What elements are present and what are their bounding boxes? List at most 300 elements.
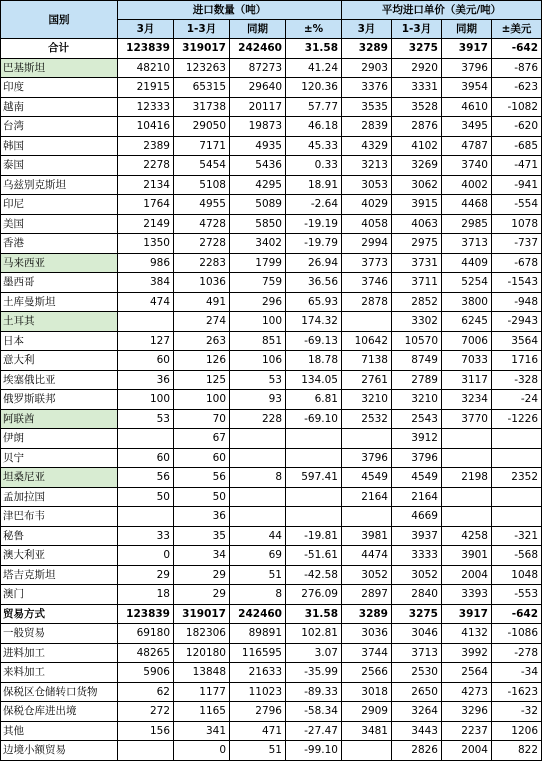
row-value: 3915 xyxy=(392,195,442,215)
row-value: 7138 xyxy=(342,351,392,371)
row-value: 822 xyxy=(492,741,542,761)
row-value: 2796 xyxy=(230,702,286,722)
row-value: 3302 xyxy=(392,312,442,332)
row-value: 2164 xyxy=(392,487,442,507)
table-row xyxy=(1,351,542,371)
row-label: 越南 xyxy=(1,97,118,117)
row-value: 120.36 xyxy=(286,78,342,98)
row-value: 7006 xyxy=(442,331,492,351)
row-value: 31.58 xyxy=(286,604,342,624)
row-value: 1716 xyxy=(492,351,542,371)
row-value: -32 xyxy=(492,702,542,722)
row-value: 319017 xyxy=(174,39,230,59)
row-value: 2543 xyxy=(392,409,442,429)
row-value xyxy=(492,429,542,449)
header-price-ytd: 1-3月 xyxy=(392,20,442,39)
row-value: 4029 xyxy=(342,195,392,215)
row-value: 13848 xyxy=(174,663,230,683)
row-value: 51 xyxy=(230,741,286,761)
row-value: 1350 xyxy=(118,234,174,254)
row-value: -623 xyxy=(492,78,542,98)
row-value: 50 xyxy=(118,487,174,507)
row-value: 4955 xyxy=(174,195,230,215)
row-value: 4728 xyxy=(174,214,230,234)
row-value: -620 xyxy=(492,117,542,137)
table-row xyxy=(1,331,542,351)
row-value: 4058 xyxy=(342,214,392,234)
row-label: 墨西哥 xyxy=(1,273,118,293)
row-label: 俄罗斯联邦 xyxy=(1,390,118,410)
row-value: -35.99 xyxy=(286,663,342,683)
row-value: 3062 xyxy=(392,175,442,195)
table-row xyxy=(1,565,542,585)
row-label: 美国 xyxy=(1,214,118,234)
row-value: 296 xyxy=(230,292,286,312)
row-value: 100 xyxy=(118,390,174,410)
row-label: 马来西亚 xyxy=(1,253,118,273)
row-value: 4549 xyxy=(392,468,442,488)
row-value xyxy=(286,429,342,449)
table-row xyxy=(1,663,542,683)
table-row xyxy=(1,546,542,566)
row-value xyxy=(442,507,492,527)
row-value: 263 xyxy=(174,331,230,351)
row-value: 3275 xyxy=(392,39,442,59)
row-value: 3289 xyxy=(342,604,392,624)
row-value: 2878 xyxy=(342,292,392,312)
row-value xyxy=(492,448,542,468)
row-value: 2994 xyxy=(342,234,392,254)
row-value: 986 xyxy=(118,253,174,273)
row-label: 边境小额贸易 xyxy=(1,741,118,761)
row-value: 2532 xyxy=(342,409,392,429)
row-value: 5436 xyxy=(230,156,286,176)
row-value: 272 xyxy=(118,702,174,722)
row-value: 56 xyxy=(174,468,230,488)
row-value: 4329 xyxy=(342,136,392,156)
row-value: 3713 xyxy=(392,643,442,663)
row-label: 坦桑尼亚 xyxy=(1,468,118,488)
row-value xyxy=(230,507,286,527)
row-value: 2237 xyxy=(442,721,492,741)
row-value: 1799 xyxy=(230,253,286,273)
row-label: 阿联酋 xyxy=(1,409,118,429)
row-value: 3269 xyxy=(392,156,442,176)
header-qty-month: 3月 xyxy=(118,20,174,39)
row-value: 3796 xyxy=(442,58,492,78)
row-value: 65.93 xyxy=(286,292,342,312)
row-label: 一般贸易 xyxy=(1,624,118,644)
row-value: 35 xyxy=(174,526,230,546)
row-value: 10570 xyxy=(392,331,442,351)
row-value: 3376 xyxy=(342,78,392,98)
row-value: 341 xyxy=(174,721,230,741)
row-value: 4474 xyxy=(342,546,392,566)
row-value: 276.09 xyxy=(286,585,342,605)
row-value: 29050 xyxy=(174,117,230,137)
row-value: 123839 xyxy=(118,604,174,624)
row-value xyxy=(342,429,392,449)
row-value: 3800 xyxy=(442,292,492,312)
row-value: 2389 xyxy=(118,136,174,156)
header-price-change: ±美元 xyxy=(492,20,542,39)
row-value: 3331 xyxy=(392,78,442,98)
row-value: 242460 xyxy=(230,39,286,59)
row-value: 3796 xyxy=(342,448,392,468)
row-value: 18 xyxy=(118,585,174,605)
row-value: -568 xyxy=(492,546,542,566)
row-value: 491 xyxy=(174,292,230,312)
row-value: 60 xyxy=(118,351,174,371)
row-value: 3289 xyxy=(342,39,392,59)
row-value: 2198 xyxy=(442,468,492,488)
row-value: 31738 xyxy=(174,97,230,117)
row-value: 36 xyxy=(174,507,230,527)
row-value xyxy=(118,741,174,761)
row-value: 2909 xyxy=(342,702,392,722)
row-value: 8 xyxy=(230,468,286,488)
row-value: 7171 xyxy=(174,136,230,156)
row-value: -19.81 xyxy=(286,526,342,546)
row-label: 合计 xyxy=(1,39,118,59)
row-label: 津巴布韦 xyxy=(1,507,118,527)
row-value: 3481 xyxy=(342,721,392,741)
row-value: 182306 xyxy=(174,624,230,644)
row-value: 3333 xyxy=(392,546,442,566)
row-label: 澳门 xyxy=(1,585,118,605)
table-row xyxy=(1,741,542,761)
row-value: 2852 xyxy=(392,292,442,312)
row-label: 韩国 xyxy=(1,136,118,156)
row-value: 3901 xyxy=(442,546,492,566)
table-row xyxy=(1,585,542,605)
row-label: 泰国 xyxy=(1,156,118,176)
row-value xyxy=(342,507,392,527)
row-value: 2728 xyxy=(174,234,230,254)
row-value: 62 xyxy=(118,682,174,702)
row-value: 3937 xyxy=(392,526,442,546)
table-row xyxy=(1,312,542,332)
row-value: 3981 xyxy=(342,526,392,546)
row-value: -99.10 xyxy=(286,741,342,761)
row-value: 123263 xyxy=(174,58,230,78)
row-value: 56 xyxy=(118,468,174,488)
row-value: 4549 xyxy=(342,468,392,488)
row-value: -1543 xyxy=(492,273,542,293)
row-value: 2650 xyxy=(392,682,442,702)
row-label: 印度 xyxy=(1,78,118,98)
row-value: 2985 xyxy=(442,214,492,234)
row-value xyxy=(286,507,342,527)
row-value: 29640 xyxy=(230,78,286,98)
row-value xyxy=(442,487,492,507)
row-value: 4468 xyxy=(442,195,492,215)
row-value xyxy=(230,487,286,507)
row-label: 伊朗 xyxy=(1,429,118,449)
row-value xyxy=(492,507,542,527)
row-value: 29 xyxy=(174,565,230,585)
row-value: 4409 xyxy=(442,253,492,273)
row-value: 0.33 xyxy=(286,156,342,176)
row-value: 48265 xyxy=(118,643,174,663)
row-value: 3954 xyxy=(442,78,492,98)
row-value: 2897 xyxy=(342,585,392,605)
row-value: 2839 xyxy=(342,117,392,137)
row-value: 3275 xyxy=(392,604,442,624)
row-value: 93 xyxy=(230,390,286,410)
row-value: 4063 xyxy=(392,214,442,234)
row-value: 2004 xyxy=(442,565,492,585)
row-value: 3744 xyxy=(342,643,392,663)
row-value: 2134 xyxy=(118,175,174,195)
row-value: 3018 xyxy=(342,682,392,702)
row-value: 851 xyxy=(230,331,286,351)
row-value: 106 xyxy=(230,351,286,371)
row-value: -278 xyxy=(492,643,542,663)
row-value: 156 xyxy=(118,721,174,741)
row-value: 116595 xyxy=(230,643,286,663)
row-value: 3296 xyxy=(442,702,492,722)
row-value: 53 xyxy=(230,370,286,390)
row-value: -642 xyxy=(492,39,542,59)
row-value: 3052 xyxy=(392,565,442,585)
row-value: -89.33 xyxy=(286,682,342,702)
table-row xyxy=(1,487,542,507)
row-value: 3711 xyxy=(392,273,442,293)
row-value: -1082 xyxy=(492,97,542,117)
row-label: 保税区仓储转口货物 xyxy=(1,682,118,702)
row-value: 67 xyxy=(174,429,230,449)
row-value: 2352 xyxy=(492,468,542,488)
row-value: -19.19 xyxy=(286,214,342,234)
row-value: 3117 xyxy=(442,370,492,390)
row-value: 1177 xyxy=(174,682,230,702)
row-value xyxy=(118,507,174,527)
row-value xyxy=(442,448,492,468)
row-value: 3053 xyxy=(342,175,392,195)
row-value: 2283 xyxy=(174,253,230,273)
table-row xyxy=(1,702,542,722)
row-value: 3740 xyxy=(442,156,492,176)
table-row xyxy=(1,97,542,117)
row-value: -42.58 xyxy=(286,565,342,585)
row-label: 巴基斯坦 xyxy=(1,58,118,78)
row-value: 41.24 xyxy=(286,58,342,78)
row-value: 87273 xyxy=(230,58,286,78)
row-value: 2149 xyxy=(118,214,174,234)
row-value: 46.18 xyxy=(286,117,342,137)
row-value: 3917 xyxy=(442,39,492,59)
row-value: 274 xyxy=(174,312,230,332)
row-value: -685 xyxy=(492,136,542,156)
row-value xyxy=(492,487,542,507)
row-value: 384 xyxy=(118,273,174,293)
row-label: 塔吉克斯坦 xyxy=(1,565,118,585)
row-label: 埃塞俄比亚 xyxy=(1,370,118,390)
row-value: 60 xyxy=(174,448,230,468)
table-row xyxy=(1,292,542,312)
row-value: 3052 xyxy=(342,565,392,585)
row-value: 120180 xyxy=(174,643,230,663)
row-value: 33 xyxy=(118,526,174,546)
row-value: 4273 xyxy=(442,682,492,702)
row-value: -1226 xyxy=(492,409,542,429)
row-value: 3393 xyxy=(442,585,492,605)
row-value: -554 xyxy=(492,195,542,215)
table-row xyxy=(1,234,542,254)
row-value: 4002 xyxy=(442,175,492,195)
row-label: 秘鲁 xyxy=(1,526,118,546)
row-value: 5108 xyxy=(174,175,230,195)
row-value: 2975 xyxy=(392,234,442,254)
row-value: 6245 xyxy=(442,312,492,332)
row-value: 2920 xyxy=(392,58,442,78)
row-value: 18.78 xyxy=(286,351,342,371)
row-value xyxy=(118,312,174,332)
row-value: 2564 xyxy=(442,663,492,683)
row-value: 51 xyxy=(230,565,286,585)
row-value: 123839 xyxy=(118,39,174,59)
row-label: 印尼 xyxy=(1,195,118,215)
row-value xyxy=(342,312,392,332)
row-value: 7033 xyxy=(442,351,492,371)
row-value: 19873 xyxy=(230,117,286,137)
row-value: 3912 xyxy=(392,429,442,449)
row-value: 1048 xyxy=(492,565,542,585)
table-row xyxy=(1,682,542,702)
table-row xyxy=(1,507,542,527)
row-value: 126 xyxy=(174,351,230,371)
table-row xyxy=(1,721,542,741)
row-value: 3992 xyxy=(442,643,492,663)
row-value: 4669 xyxy=(392,507,442,527)
row-value: 4132 xyxy=(442,624,492,644)
table-row xyxy=(1,58,542,78)
row-label: 台湾 xyxy=(1,117,118,137)
row-value: 31.58 xyxy=(286,39,342,59)
row-value: 0 xyxy=(174,741,230,761)
row-value: 45.33 xyxy=(286,136,342,156)
table-row xyxy=(1,214,542,234)
header-row-groups xyxy=(1,1,542,20)
row-value: 3773 xyxy=(342,253,392,273)
row-label: 来料加工 xyxy=(1,663,118,683)
row-label: 澳大利亚 xyxy=(1,546,118,566)
row-value: 319017 xyxy=(174,604,230,624)
row-label: 贝宁 xyxy=(1,448,118,468)
row-value: 4610 xyxy=(442,97,492,117)
row-value: 3210 xyxy=(392,390,442,410)
header-price-group: 平均进口单价（美元/吨） xyxy=(342,1,542,20)
row-value: -1086 xyxy=(492,624,542,644)
table-row xyxy=(1,429,542,449)
table-row xyxy=(1,390,542,410)
row-value: 0 xyxy=(118,546,174,566)
table-row xyxy=(1,604,542,624)
row-value: 5089 xyxy=(230,195,286,215)
row-value: 8 xyxy=(230,585,286,605)
row-value: -69.13 xyxy=(286,331,342,351)
row-value: 134.05 xyxy=(286,370,342,390)
row-value: 3046 xyxy=(392,624,442,644)
row-value: -51.61 xyxy=(286,546,342,566)
row-value: 4295 xyxy=(230,175,286,195)
row-value xyxy=(286,487,342,507)
row-value: 5454 xyxy=(174,156,230,176)
row-value: 2566 xyxy=(342,663,392,683)
row-value: 3210 xyxy=(342,390,392,410)
row-value: 174.32 xyxy=(286,312,342,332)
row-value: 4787 xyxy=(442,136,492,156)
row-value: -69.10 xyxy=(286,409,342,429)
table-row xyxy=(1,156,542,176)
table-row xyxy=(1,78,542,98)
row-value: 100 xyxy=(174,390,230,410)
row-value: 3402 xyxy=(230,234,286,254)
row-value: -19.79 xyxy=(286,234,342,254)
row-label: 贸易方式 xyxy=(1,604,118,624)
table-row xyxy=(1,136,542,156)
row-value xyxy=(442,429,492,449)
row-value: -34 xyxy=(492,663,542,683)
row-value: 3796 xyxy=(392,448,442,468)
row-value: 3713 xyxy=(442,234,492,254)
table-row xyxy=(1,624,542,644)
header-price-month: 3月 xyxy=(342,20,392,39)
row-value: 50 xyxy=(174,487,230,507)
row-value: 69 xyxy=(230,546,286,566)
row-value: -2943 xyxy=(492,312,542,332)
row-value: 759 xyxy=(230,273,286,293)
row-value: -27.47 xyxy=(286,721,342,741)
row-value: -1623 xyxy=(492,682,542,702)
row-value: 127 xyxy=(118,331,174,351)
table-row xyxy=(1,468,542,488)
row-value: 2876 xyxy=(392,117,442,137)
row-value: 471 xyxy=(230,721,286,741)
row-value: 2004 xyxy=(442,741,492,761)
table-row xyxy=(1,370,542,390)
row-value: 597.41 xyxy=(286,468,342,488)
row-value: 1764 xyxy=(118,195,174,215)
row-value: 100 xyxy=(230,312,286,332)
table-row xyxy=(1,117,542,137)
row-value: 2826 xyxy=(392,741,442,761)
table-row xyxy=(1,526,542,546)
row-value: 3213 xyxy=(342,156,392,176)
row-value: 44 xyxy=(230,526,286,546)
row-value: 36 xyxy=(118,370,174,390)
row-value: 26.94 xyxy=(286,253,342,273)
row-value: 3770 xyxy=(442,409,492,429)
row-value: 3535 xyxy=(342,97,392,117)
row-value: 70 xyxy=(174,409,230,429)
row-value: -321 xyxy=(492,526,542,546)
row-value: -737 xyxy=(492,234,542,254)
row-value: -941 xyxy=(492,175,542,195)
row-value: 4102 xyxy=(392,136,442,156)
header-qty-change: ±% xyxy=(286,20,342,39)
row-value: 3528 xyxy=(392,97,442,117)
row-value: 228 xyxy=(230,409,286,429)
row-value: 2278 xyxy=(118,156,174,176)
row-value: 10642 xyxy=(342,331,392,351)
row-value: 4935 xyxy=(230,136,286,156)
row-value: 474 xyxy=(118,292,174,312)
row-value: 12333 xyxy=(118,97,174,117)
row-value: 2164 xyxy=(342,487,392,507)
table-row xyxy=(1,409,542,429)
